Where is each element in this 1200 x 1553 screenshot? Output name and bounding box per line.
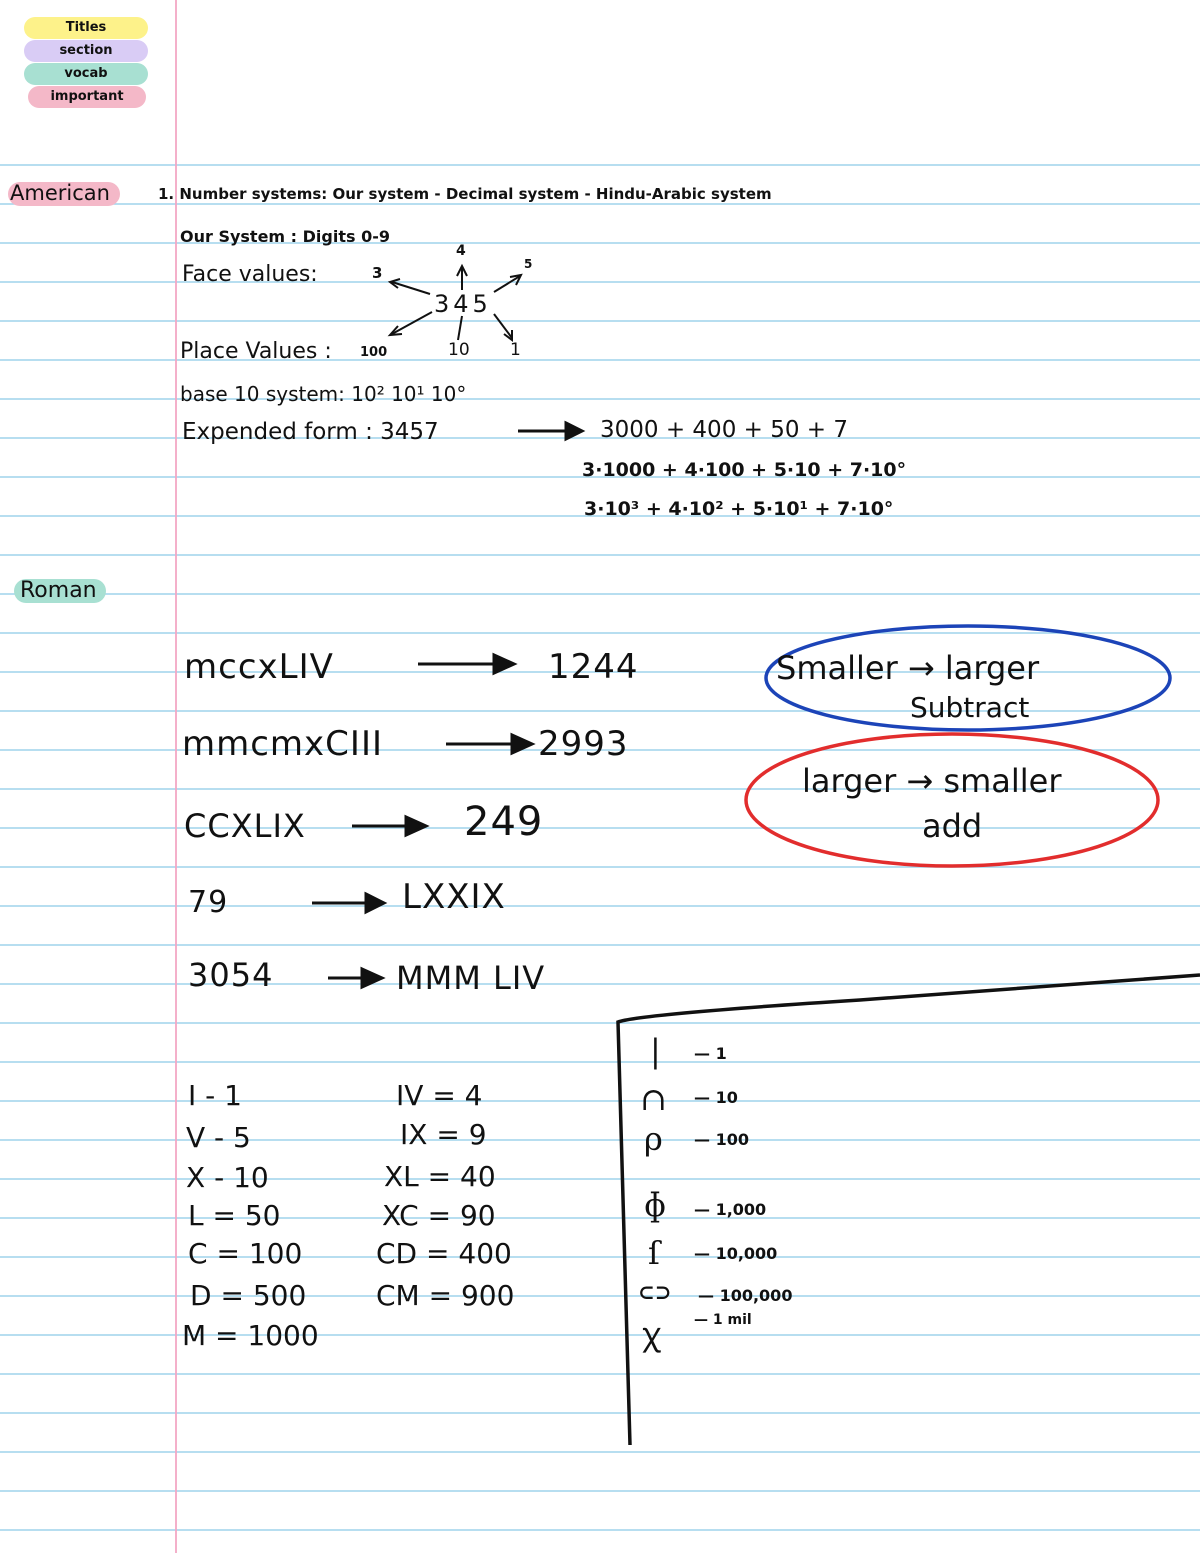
roman-to-5: MMM LIV (396, 959, 546, 997)
roman-from-3: CCXLIX (184, 807, 306, 845)
egyptian-value-100: — 100 (694, 1130, 749, 1149)
roman-to-3: 249 (464, 799, 544, 845)
egyptian-value-1: — 1 (694, 1044, 727, 1063)
coil-rope-icon: ρ (644, 1120, 663, 1158)
roman-basic-7: M = 1000 (182, 1319, 319, 1352)
roman-combo-1: IV = 4 (396, 1079, 483, 1112)
lotus-flower-icon: ɸ (644, 1186, 667, 1224)
rule-subtract-line2: Subtract (910, 691, 1030, 724)
roman-basic-1: I - 1 (188, 1079, 242, 1112)
roman-basic-6: D = 500 (190, 1279, 307, 1312)
roman-to-4: LXXIX (402, 877, 506, 917)
place-values-label: Place Values : (180, 339, 332, 364)
roman-to-1: 1244 (548, 647, 639, 687)
legend-titles: Titles (24, 17, 148, 39)
place-value-100: 100 (360, 345, 388, 360)
add-rule-circle (746, 734, 1158, 866)
astonished-man-icon: ꭓ (642, 1315, 660, 1353)
egyptian-value-10: — 10 (694, 1088, 738, 1107)
egyptian-value-10000: — 10,000 (694, 1244, 778, 1263)
roman-combo-2: IX = 9 (400, 1118, 487, 1151)
rule-add-line1: larger → smaller (802, 762, 1062, 800)
rule-subtract-line1: Smaller → larger (776, 649, 1040, 687)
staff-stroke-icon: | (650, 1032, 661, 1070)
heel-bone-icon: ∩ (640, 1080, 667, 1118)
egyptian-value-100000: — 100,000 (698, 1286, 793, 1305)
roman-from-5: 3054 (188, 956, 274, 994)
expanded-form-label: Expended form : 3457 (182, 419, 439, 445)
heading-number-systems: 1. Number systems: Our system - Decimal system - Hindu-Arabic system (158, 185, 772, 203)
place-value-1: 1 (510, 340, 521, 360)
our-system-line: Our System : Digits 0-9 (180, 227, 390, 246)
roman-to-2: 2993 (538, 724, 629, 764)
number-345: 345 (434, 290, 492, 318)
legend-important: important (28, 86, 146, 108)
legend-vocab: vocab (24, 63, 148, 85)
roman-from-2: mmcmxCIII (182, 724, 383, 764)
roman-from-1: mccxLIV (184, 647, 334, 687)
rule-add-line2: add (922, 807, 983, 845)
base-10-line: base 10 system: 10² 10¹ 10° (180, 382, 467, 406)
face-values-label: Face values: (182, 262, 318, 287)
egyptian-value-1-million: — 1 mil (694, 1312, 752, 1328)
roman-basic-2: V - 5 (186, 1121, 251, 1154)
legend-section: section (24, 40, 148, 62)
place-value-10: 10 (448, 340, 470, 360)
face-value-4: 4 (456, 243, 466, 259)
roman-basic-4: L = 50 (188, 1199, 281, 1232)
roman-combo-5: CD = 400 (376, 1237, 512, 1270)
face-value-3: 3 (372, 264, 383, 282)
margin-label-roman: Roman (20, 578, 97, 603)
roman-combo-6: CM = 900 (376, 1279, 515, 1312)
roman-basic-5: C = 100 (188, 1237, 303, 1270)
tadpole-icon: ⊂⊃ (638, 1280, 672, 1304)
roman-basic-3: X - 10 (186, 1161, 269, 1194)
margin-label-american: American (10, 181, 110, 205)
pointing-finger-icon: ſ (648, 1234, 660, 1272)
expanded-form-3: 3·10³ + 4·10² + 5·10¹ + 7·10° (584, 498, 894, 520)
roman-combo-3: XL = 40 (384, 1160, 496, 1193)
expanded-form-1: 3000 + 400 + 50 + 7 (600, 417, 849, 443)
expanded-form-2: 3·1000 + 4·100 + 5·10 + 7·10° (582, 459, 907, 481)
roman-from-4: 79 (188, 885, 229, 920)
roman-combo-4: XC = 90 (382, 1199, 496, 1232)
face-value-5: 5 (524, 257, 533, 271)
egyptian-value-1000: — 1,000 (694, 1200, 767, 1219)
